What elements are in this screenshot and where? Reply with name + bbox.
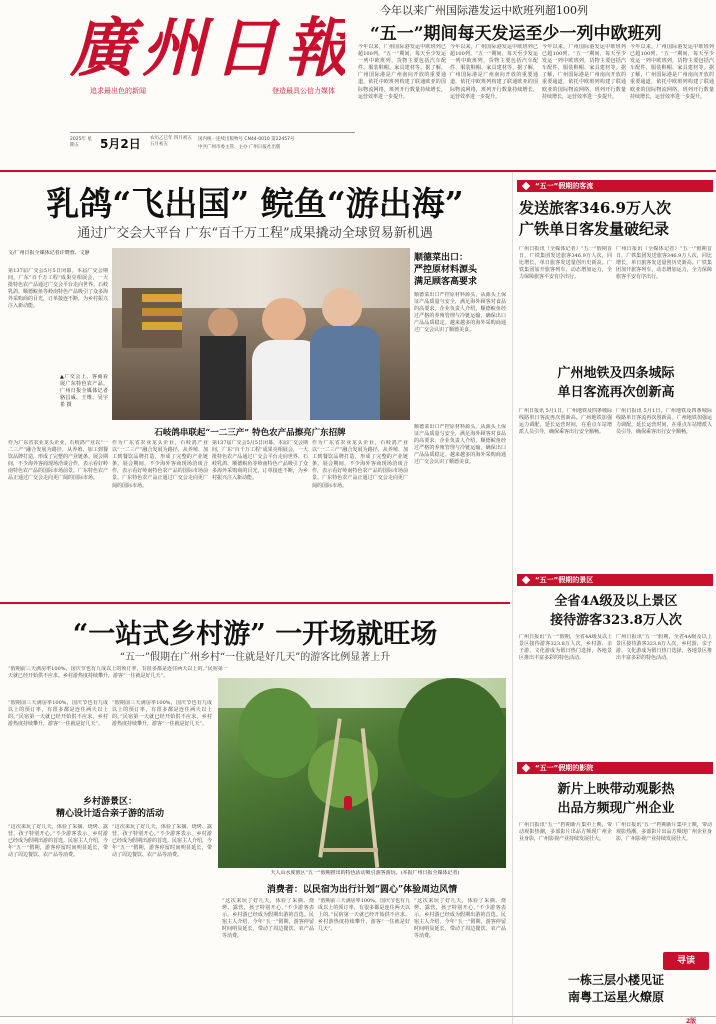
story-headline-line: 出品方频现广州企业 — [557, 801, 675, 816]
slogan-right: 登造最具公信力媒体 — [272, 87, 335, 95]
top-headline: “五一”期间每天发运至少一列中欧班列 — [370, 24, 662, 44]
lead-story — [0, 172, 510, 600]
lead-byline: 文/广州日报全媒体记者许晓蓉、文静 — [8, 250, 90, 256]
year-weekday: 2025年 星期五 — [70, 137, 92, 148]
village-subheading-line: 乡村游景区： — [82, 797, 137, 807]
date-bar — [70, 132, 355, 152]
lead-body: 作为广东省农业龙头企业，石岐鸽产业以“一二三产”融合发展为路径，从养殖、加工到餐饮品牌打造，形成了完整的产业链条。展会期间，不少海外客商现场洽谈合作，表示看好岭南特色农产品的国际市场前景。广东特色农产品正通过广交会走向更广阔的国际市场。 — [312, 440, 408, 489]
story-body: 广州日报讯（全媒体记者）“五一”假期首日，广铁集团发送旅客346.9万人次，同比增长，单日旅客发送量创历史新高。广铁集团加开旅客列车，动态增加运力，全力保障旅客平安有序出行。 — [616, 246, 712, 281]
section-banner: “五一”假期的影院 — [517, 762, 713, 774]
story-headline[interactable] — [519, 972, 713, 1006]
village-subheading-line: 精心设计适合亲子游的活动 — [55, 809, 164, 819]
lead-crosshead: 石岐鸽串联起“一二三产” 特色农产品擦亮广东招牌 — [154, 428, 346, 438]
story-headline-line: 新片上映带动观影热 — [557, 782, 675, 797]
village-subhead: “五一”假期在广州乡村“一住就是好几天”的游客比例显著上升 — [119, 652, 391, 663]
story-body: 广州日报讯（全媒体记者）“五一”假期首日，广铁集团发送旅客346.9万人次，同比增长，单日旅客发送量创历史新高。广铁集团加开旅客列车，动态增加运力，全力保障旅客平安有序出行。 — [519, 246, 612, 281]
registration: 国内统一连续出版物号 CN44-0010 第22457号 — [198, 137, 295, 142]
inner-headline-line: 满足顾客高要求 — [414, 277, 478, 287]
section-banner: “五一”假期的景区 — [517, 574, 713, 586]
top-story — [356, 0, 716, 170]
story-headline-line: 广铁单日客发量破纪录 — [519, 220, 670, 238]
village-subheading — [8, 796, 212, 820]
story-headline — [519, 364, 713, 402]
lead-body: 顺德菜出口严控原材料源头，从源头上保证产品质量与安全，满足海外顾客对食品的高要求。企业负责人介绍，顺德鲩鱼经过严格的养殖管理与冷链运输，确保出口产品品质稳定。越来越多的海外采购商通过广交会认识了顺德美食。 — [414, 292, 506, 334]
story-headline-line: 全省4A级及以上景区 — [554, 594, 678, 609]
slogan-left: 追求最出色的新闻 — [90, 87, 146, 95]
footer-rule — [0, 1016, 716, 1017]
story-body: 广州日报讯 5月1日，广州地铁及四条城际线路单日客流再次创新高。广州地铁加强运力调配，延长运营时间，在重点车站增派人员引导，确保乘客出行安全顺畅。 — [616, 408, 712, 436]
story-body: 广州日报讯“五一”档期新片集中上映，带动观影热潮，多部影片出品方频现广州企业身影，广州影视产业持续发展壮大。 — [616, 822, 712, 843]
masthead-title — [70, 4, 345, 86]
village-body: “假期前三天满房率100%，国庆节也有九成以上的预订率，有很多都是连住两天以上的。”民宿第一天就已经开始供不应求。乡村游热度持续攀升，游客“一住就是好几天”。 — [8, 700, 108, 728]
lead-body: 作为广东省农业龙头企业，石岐鸽产业以“一二三产”融合发展为路径，从养殖、加工到餐饮品牌打造，形成了完整的产业链条。展会期间，不少海外客商现场洽谈合作，表示看好岭南特色农产品的国际市场前景。广东特色农产品正通过广交会走向更广阔的国际市场。 — [112, 440, 208, 489]
inner-headline-line: 顺德菜出口： — [414, 253, 469, 263]
village-photo-caption: 天人山水度假区“五一”假期推出的特色活动吸引游客游玩。(本报广州日报全媒体记者) — [270, 870, 460, 876]
right-column — [512, 172, 716, 1024]
village-body: “假期前三天满房率100%，国庆节也有九成以上的预订率，有很多都是连住两天以上的。”民宿第一天就已经开始供不应求。乡村游热度持续攀升，游客“一住就是好几天”。 — [112, 700, 212, 728]
inner-headline — [414, 252, 506, 288]
top-story-body: 今年以来，广州国际港发运中欧班列已超100列。“五一”期间，每天至少发运一列中欧班列，货物主要包括汽车配件、服装鞋帽、家具建材等。据了解，广州国际港是广州南向开放的重要通道，依托中欧班列构建了联通欧亚的国际物流网络，班列开行数量持续增长，运营效率进一步提升。 — [450, 44, 538, 100]
masthead-char: 日 — [213, 11, 274, 86]
section-banner: “五一”假期的客流 — [517, 180, 713, 192]
village-body: “假期前三天满房率100%，国庆节也有九成以上的预订率，有很多都是连住两天以上的。”民宿第一天就已经开始供不应求。乡村游热度持续攀升，游客“一住就是好几天”。 — [8, 666, 228, 680]
top-story-body: 今年以来，广州国际港发运中欧班列已超100列。“五一”期间，每天至少发运一列中欧班列，货物主要包括汽车配件、服装鞋帽、家具建材等。据了解，广州国际港是广州南向开放的重要通道，依托中欧班列构建了联通欧亚的国际物流网络，班列开行数量持续增长，运营效率进一步提升。 — [542, 44, 626, 100]
masthead-char: 報 — [284, 11, 345, 86]
village-body: “这次来玩了好几天，体验了采摘、烧烤、露营，孩子特别开心。”不少游客表示，乡村游已经成为假期出游的首选。民宿主人介绍，今年“五一”假期，游客停留时间明显延长，带动了周边餐饮、农产品等消费。 — [8, 824, 108, 859]
story-headline-line: 广州地铁及四条城际 — [557, 366, 675, 381]
village-headline: “一站式乡村游” 一开场就旺场 — [72, 619, 438, 650]
story-headline-line: 单日客流再次创新高 — [557, 385, 675, 400]
issue-date: 5月2日 — [100, 137, 141, 151]
story-headline-line: 南粤工运星火燎原 — [567, 990, 664, 1004]
lead-photo — [112, 248, 410, 420]
masthead-char: 州 — [141, 11, 202, 86]
story-headline — [519, 780, 713, 818]
top-story-body: 今年以来，广州国际港发运中欧班列已超100列。“五一”期间，每天至少发运一列中欧班列，货物主要包括汽车配件、服装鞋帽、家具建材等。据了解，广州国际港是广州南向开放的重要通道，依托中欧班列构建了联通欧亚的国际物流网络，班列开行数量持续增长，运营效率进一步提升。 — [630, 44, 714, 100]
story-body: 广州日报讯 5月1日，广州地铁及四条城际线路单日客流再次创新高。广州地铁加强运力调配，延长运营时间，在重点车站增派人员引导，确保乘客出行安全顺畅。 — [519, 408, 612, 436]
village-body: “这次来玩了好几天，体验了采摘、烧烤、露营，孩子特别开心。”不少游客表示，乡村游已经成为假期出游的首选。民宿主人介绍，今年“五一”假期，游客停留时间明显延长，带动了周边餐饮、农产品等消费。 — [112, 824, 212, 859]
story-body: 广州日报讯“五一”假期，全省4A级及以上景区接待游客323.8万人次，乡村游、亲子游、文化游成为假日热门选择，各地景区推出丰富多彩的特色活动。 — [616, 634, 712, 662]
story-body: 广州日报讯“五一”档期新片集中上映，带动观影热潮，多部影片出品方频现广州企业身影，广州影视产业持续发展壮大。 — [519, 822, 612, 843]
top-kicker: 今年以来广州国际港发运中欧班列超100列 — [380, 4, 588, 17]
village-photo — [218, 678, 506, 868]
page-number: 2版 — [686, 1018, 697, 1024]
inner-headline-line: 严控原材料源头 — [414, 265, 478, 275]
masthead-char: 廣 — [70, 11, 130, 86]
story-headline-line: 一栋三层小楼见证 — [567, 973, 664, 987]
story-headline — [519, 198, 713, 240]
lunar-date: 农历乙巳年 四月初五 五月初五 — [150, 136, 192, 147]
village-story — [0, 604, 510, 1014]
publisher: 中共广州市委主管、主办 广州日报社出版 — [198, 145, 281, 150]
story-headline-line: 接待游客323.8万人次 — [550, 613, 682, 628]
story-headline-line: 发送旅客346.9万人次 — [519, 199, 671, 217]
lead-headline: 乳鸽“飞出国” 鲩鱼“游出海” — [46, 184, 464, 223]
story-headline — [519, 592, 713, 630]
lead-body: 第137届广交会5月5日闭幕。本届广交会期间，广东“百千万工程”成果亮相展会，一大批特色农产品通过广交会平台走向世界。石岐乳鸽、顺德鲩鱼等岭南特色产品吸引了众多海外采购商的目光，订单接连不断，为乡村振兴注入新动能。 — [212, 440, 308, 482]
guide-tag[interactable]: 寻读 — [663, 952, 709, 970]
village-body: “假期前三天满房率100%，国庆节也有九成以上的预订率，有很多都是连住两天以上的。”民宿第一天就已经开始供不应求。乡村游热度持续攀升，游客“一住就是好几天”。 — [318, 898, 410, 933]
story-body: 广州日报讯“五一”假期，全省4A级及以上景区接待游客323.8万人次，乡村游、亲子游、文化游成为假日热门选择，各地景区推出丰富多彩的特色活动。 — [519, 634, 612, 662]
top-story-body: 今年以来，广州国际港发运中欧班列已超100列。“五一”期间，每天至少发运一列中欧班列，货物主要包括汽车配件、服装鞋帽、家具建材等。据了解，广州国际港是广州南向开放的重要通道，依托中欧班列构建了联通欧亚的国际物流网络，班列开行数量持续增长，运营效率进一步提升。 — [358, 44, 446, 100]
village-subheading: 消费者：以民宿为出行计划“圆心”体验周边风情 — [266, 885, 458, 895]
lead-body: 顺德菜出口严控原材料源头，从源头上保证产品质量与安全，满足海外顾客对食品的高要求。企业负责人介绍，顺德鲩鱼经过严格的养殖管理与冷链运输，确保出口产品品质稳定。越来越多的海外采购商通过广交会认识了顺德美食。 — [414, 424, 506, 466]
village-body: “这次来玩了好几天，体验了采摘、烧烤、露营，孩子特别开心。”不少游客表示，乡村游已经成为假期出游的首选。民宿主人介绍，今年“五一”假期，游客停留时间明显延长，带动了周边餐饮、农产品等消费。 — [222, 898, 314, 940]
masthead — [70, 0, 345, 104]
village-body: “这次来玩了好几天，体验了采摘、烧烤、露营，孩子特别开心。”不少游客表示，乡村游已经成为假期出游的首选。民宿主人介绍，今年“五一”假期，游客停留时间明显延长，带动了周边餐饮、农产品等消费。 — [414, 898, 506, 940]
lead-body: 第137届广交会5月5日闭幕。本届广交会期间，广东“百千万工程”成果亮相展会，一大批特色农产品通过广交会平台走向世界。石岐乳鸽、顺德鲩鱼等岭南特色产品吸引了众多海外采购商的目光，订单接连不断，为乡村振兴注入新动能。 — [8, 268, 108, 310]
lead-body: 作为广东省农业龙头企业，石岐鸽产业以“一二三产”融合发展为路径，从养殖、加工到餐饮品牌打造，形成了完整的产业链条。展会期间，不少海外客商现场洽谈合作，表示看好岭南特色农产品的国际市场前景。广东特色农产品正通过广交会走向更广阔的国际市场。 — [8, 440, 108, 482]
lead-subhead: 通过广交会大平台 广东“百千万工程”成果撬动全球贸易新机遇 — [77, 226, 433, 241]
lead-photo-caption: ▲广交会上，客商看展广东特色农产品。广州日报全媒体记者骆昌威、王维、吴宇希 摄 — [60, 374, 108, 409]
